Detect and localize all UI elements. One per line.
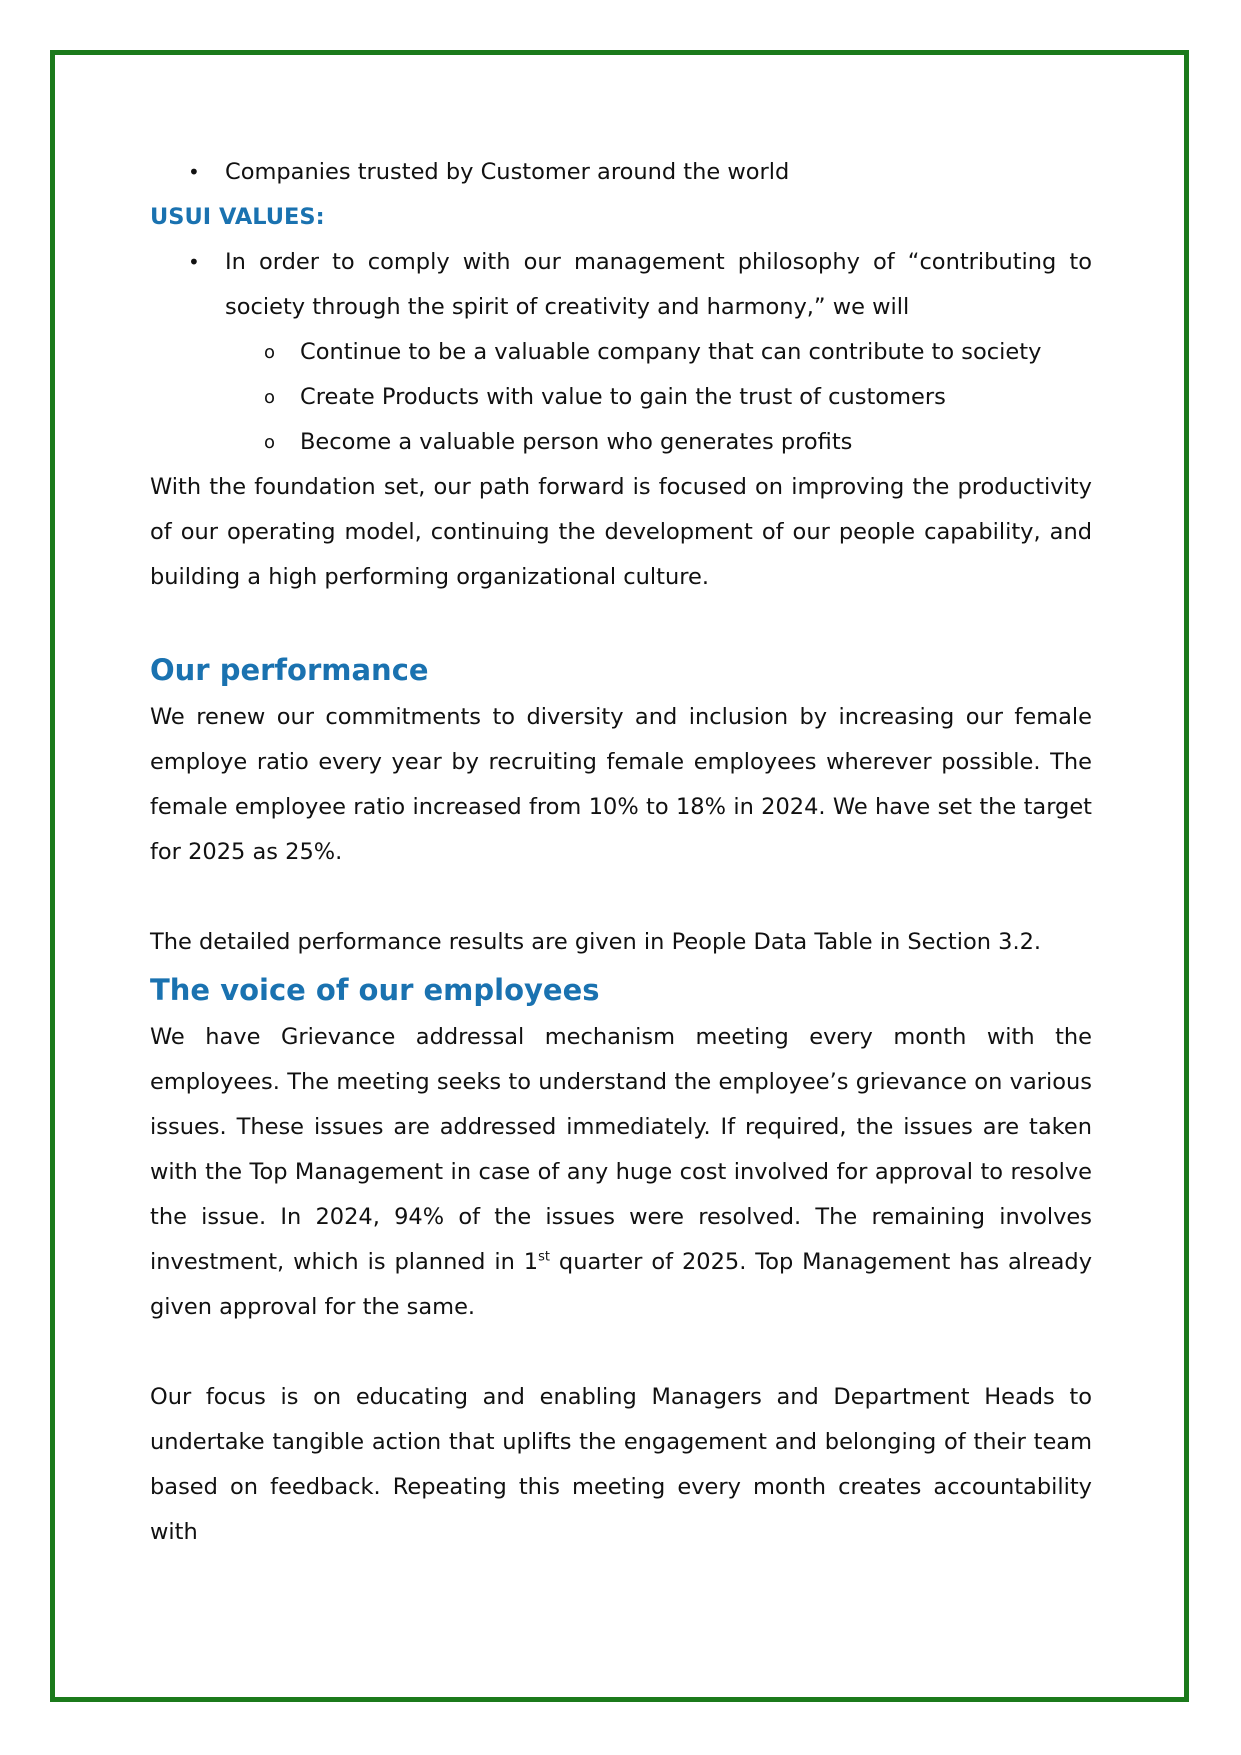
values-heading: USUI VALUES: xyxy=(150,204,325,230)
sub-list-item xyxy=(150,330,1092,375)
voice-paragraph-text: We have Grievance addressal mechanism meeting every month with the employees. The meeting seeks to understand the employee’s grievance on various issues. These issues are addressed immediately. If required, the issues are taken with the Top Management in case of any huge cost involved for approval to resolve the issue. In 2024, 94% of the issues were resolved. The remaining involves investment, which is planned in 1 xyxy=(150,1024,1092,1275)
performance-heading: Our performance xyxy=(150,653,429,687)
sub-list-item xyxy=(150,375,1092,420)
sub-list-item xyxy=(150,420,1092,465)
spacer xyxy=(150,1330,1092,1375)
voice-heading: The voice of our employees xyxy=(150,973,600,1007)
circle-bullet-icon: o xyxy=(264,342,276,363)
document-body xyxy=(150,150,1092,1555)
voice-paragraph-text-cont: quarter of 2025. Top Management has already given approval for the same. xyxy=(150,1249,1093,1320)
spacer xyxy=(150,875,1092,920)
circle-bullet-icon: o xyxy=(264,387,276,408)
ordinal-suffix: st xyxy=(538,1249,550,1265)
bullet-icon: • xyxy=(188,250,200,274)
sub-list-item-text: Become a valuable person who generates profits xyxy=(300,429,853,455)
focus-paragraph: Our focus is on educating and enabling Managers and Department Heads to undertake tangible action that uplifts the engagement and belonging of their team based on feedback. Repeating this meeting every month creates accountability with xyxy=(150,1384,1092,1545)
list-item xyxy=(150,240,1092,330)
spacer xyxy=(150,600,1092,645)
values-intro: In order to comply with our management philosophy of “contributing to society through the spirit of creativity and harmony,” we will xyxy=(225,249,1092,320)
sub-list-item-text: Create Products with value to gain the trust of customers xyxy=(300,384,946,410)
voice-paragraph xyxy=(150,1015,1092,1330)
list-item-text: Companies trusted by Customer around the world xyxy=(225,159,790,185)
bullet-icon: • xyxy=(188,160,200,184)
list-item xyxy=(150,150,1092,195)
foundation-paragraph: With the foundation set, our path forward is focused on improving the productivity of our operating model, continuing the development of our people capability, and building a high performing organizational culture. xyxy=(150,474,1092,590)
circle-bullet-icon: o xyxy=(264,432,276,453)
performance-paragraph: We renew our commitments to diversity and inclusion by increasing our female employe ratio every year by recruiting female employees wherever possible. The female employee ratio increased from 10% to 18% in 2024. We have set the target for 2025 as 25%. xyxy=(150,704,1092,865)
sub-list-item-text: Continue to be a valuable company that can contribute to society xyxy=(300,339,1042,365)
performance-detail: The detailed performance results are given in People Data Table in Section 3.2. xyxy=(150,929,1042,955)
